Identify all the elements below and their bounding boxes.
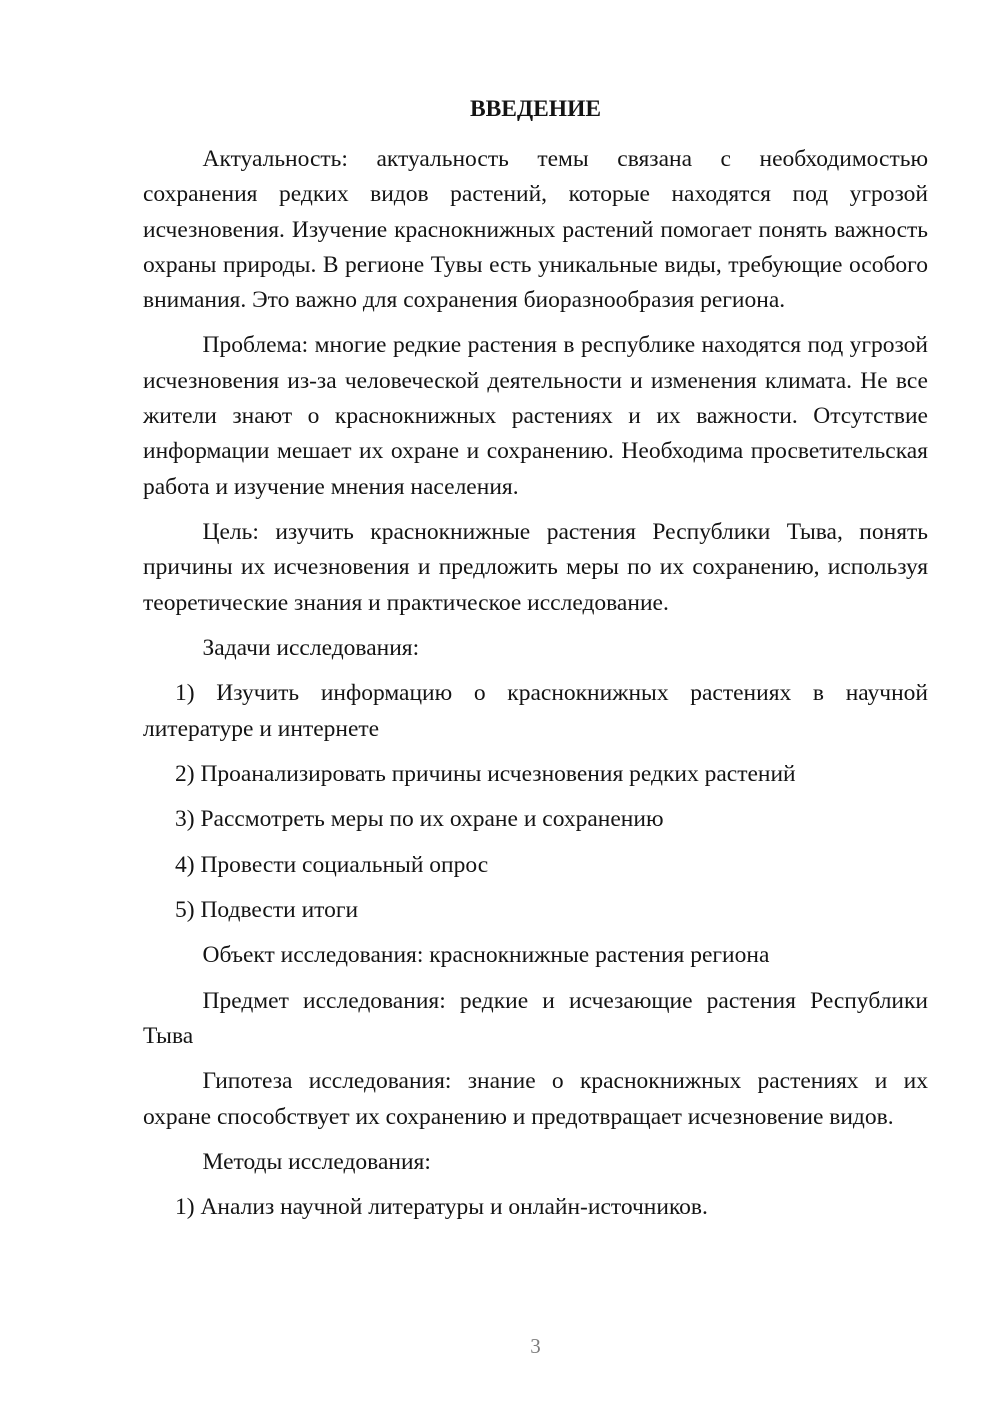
task-item-5: 5) Подвести итоги	[175, 896, 359, 923]
method-item-1: 1) Анализ научной литературы и онлайн-источников.	[175, 1194, 708, 1221]
task-item-4: 4) Провести социальный опрос	[175, 851, 489, 878]
page-number: 3	[530, 1334, 541, 1358]
page-content	[143, 92, 928, 1236]
object-paragraph: Объект исследования: краснокнижные растения региона	[202, 942, 770, 969]
methods-heading: Методы исследования:	[202, 1148, 431, 1175]
relevance-paragraph: Актуальность: актуальность темы связана с необходимостью сохранения редких видов растений, которые находятся под угрозой исчезновения. Изучение краснокнижных растений помогает понять важность охраны природы. В регионе Тувы есть уникальные виды, требующие особого внимания. Это важно для сохранения биоразнообразия региона.	[143, 145, 928, 314]
hypothesis-paragraph: Гипотеза исследования: знание о краснокнижных растениях и их охране способствует их сохранению и предотвращает исчезновение видов.	[143, 1068, 928, 1130]
task-item-1: 1) Изучить информацию о краснокнижных растениях в научной литературе и интернете	[143, 680, 928, 742]
task-item-3: 3) Рассмотреть меры по их охране и сохранению	[175, 806, 664, 833]
problem-paragraph: Проблема: многие редкие растения в республике находятся под угрозой исчезновения из-за человеческой деятельности и изменения климата. Не все жители знают о краснокнижных растениях и их важности. Отсутствие информации мешает их охране и сохранению. Необходима просветительская работа и изучение мнения населения.	[143, 332, 928, 500]
section-title: ВВЕДЕНИЕ	[469, 96, 602, 122]
subject-paragraph: Предмет исследования: редкие и исчезающие растения Республики Тыва	[143, 987, 928, 1049]
goal-paragraph: Цель: изучить краснокнижные растения Республики Тыва, понять причины их исчезновения и предложить меры по их сохранению, используя теоретические знания и практическое исследование.	[143, 518, 928, 616]
task-item-2: 2) Проанализировать причины исчезновения редких растений	[175, 760, 796, 787]
tasks-heading: Задачи исследования:	[202, 634, 420, 661]
